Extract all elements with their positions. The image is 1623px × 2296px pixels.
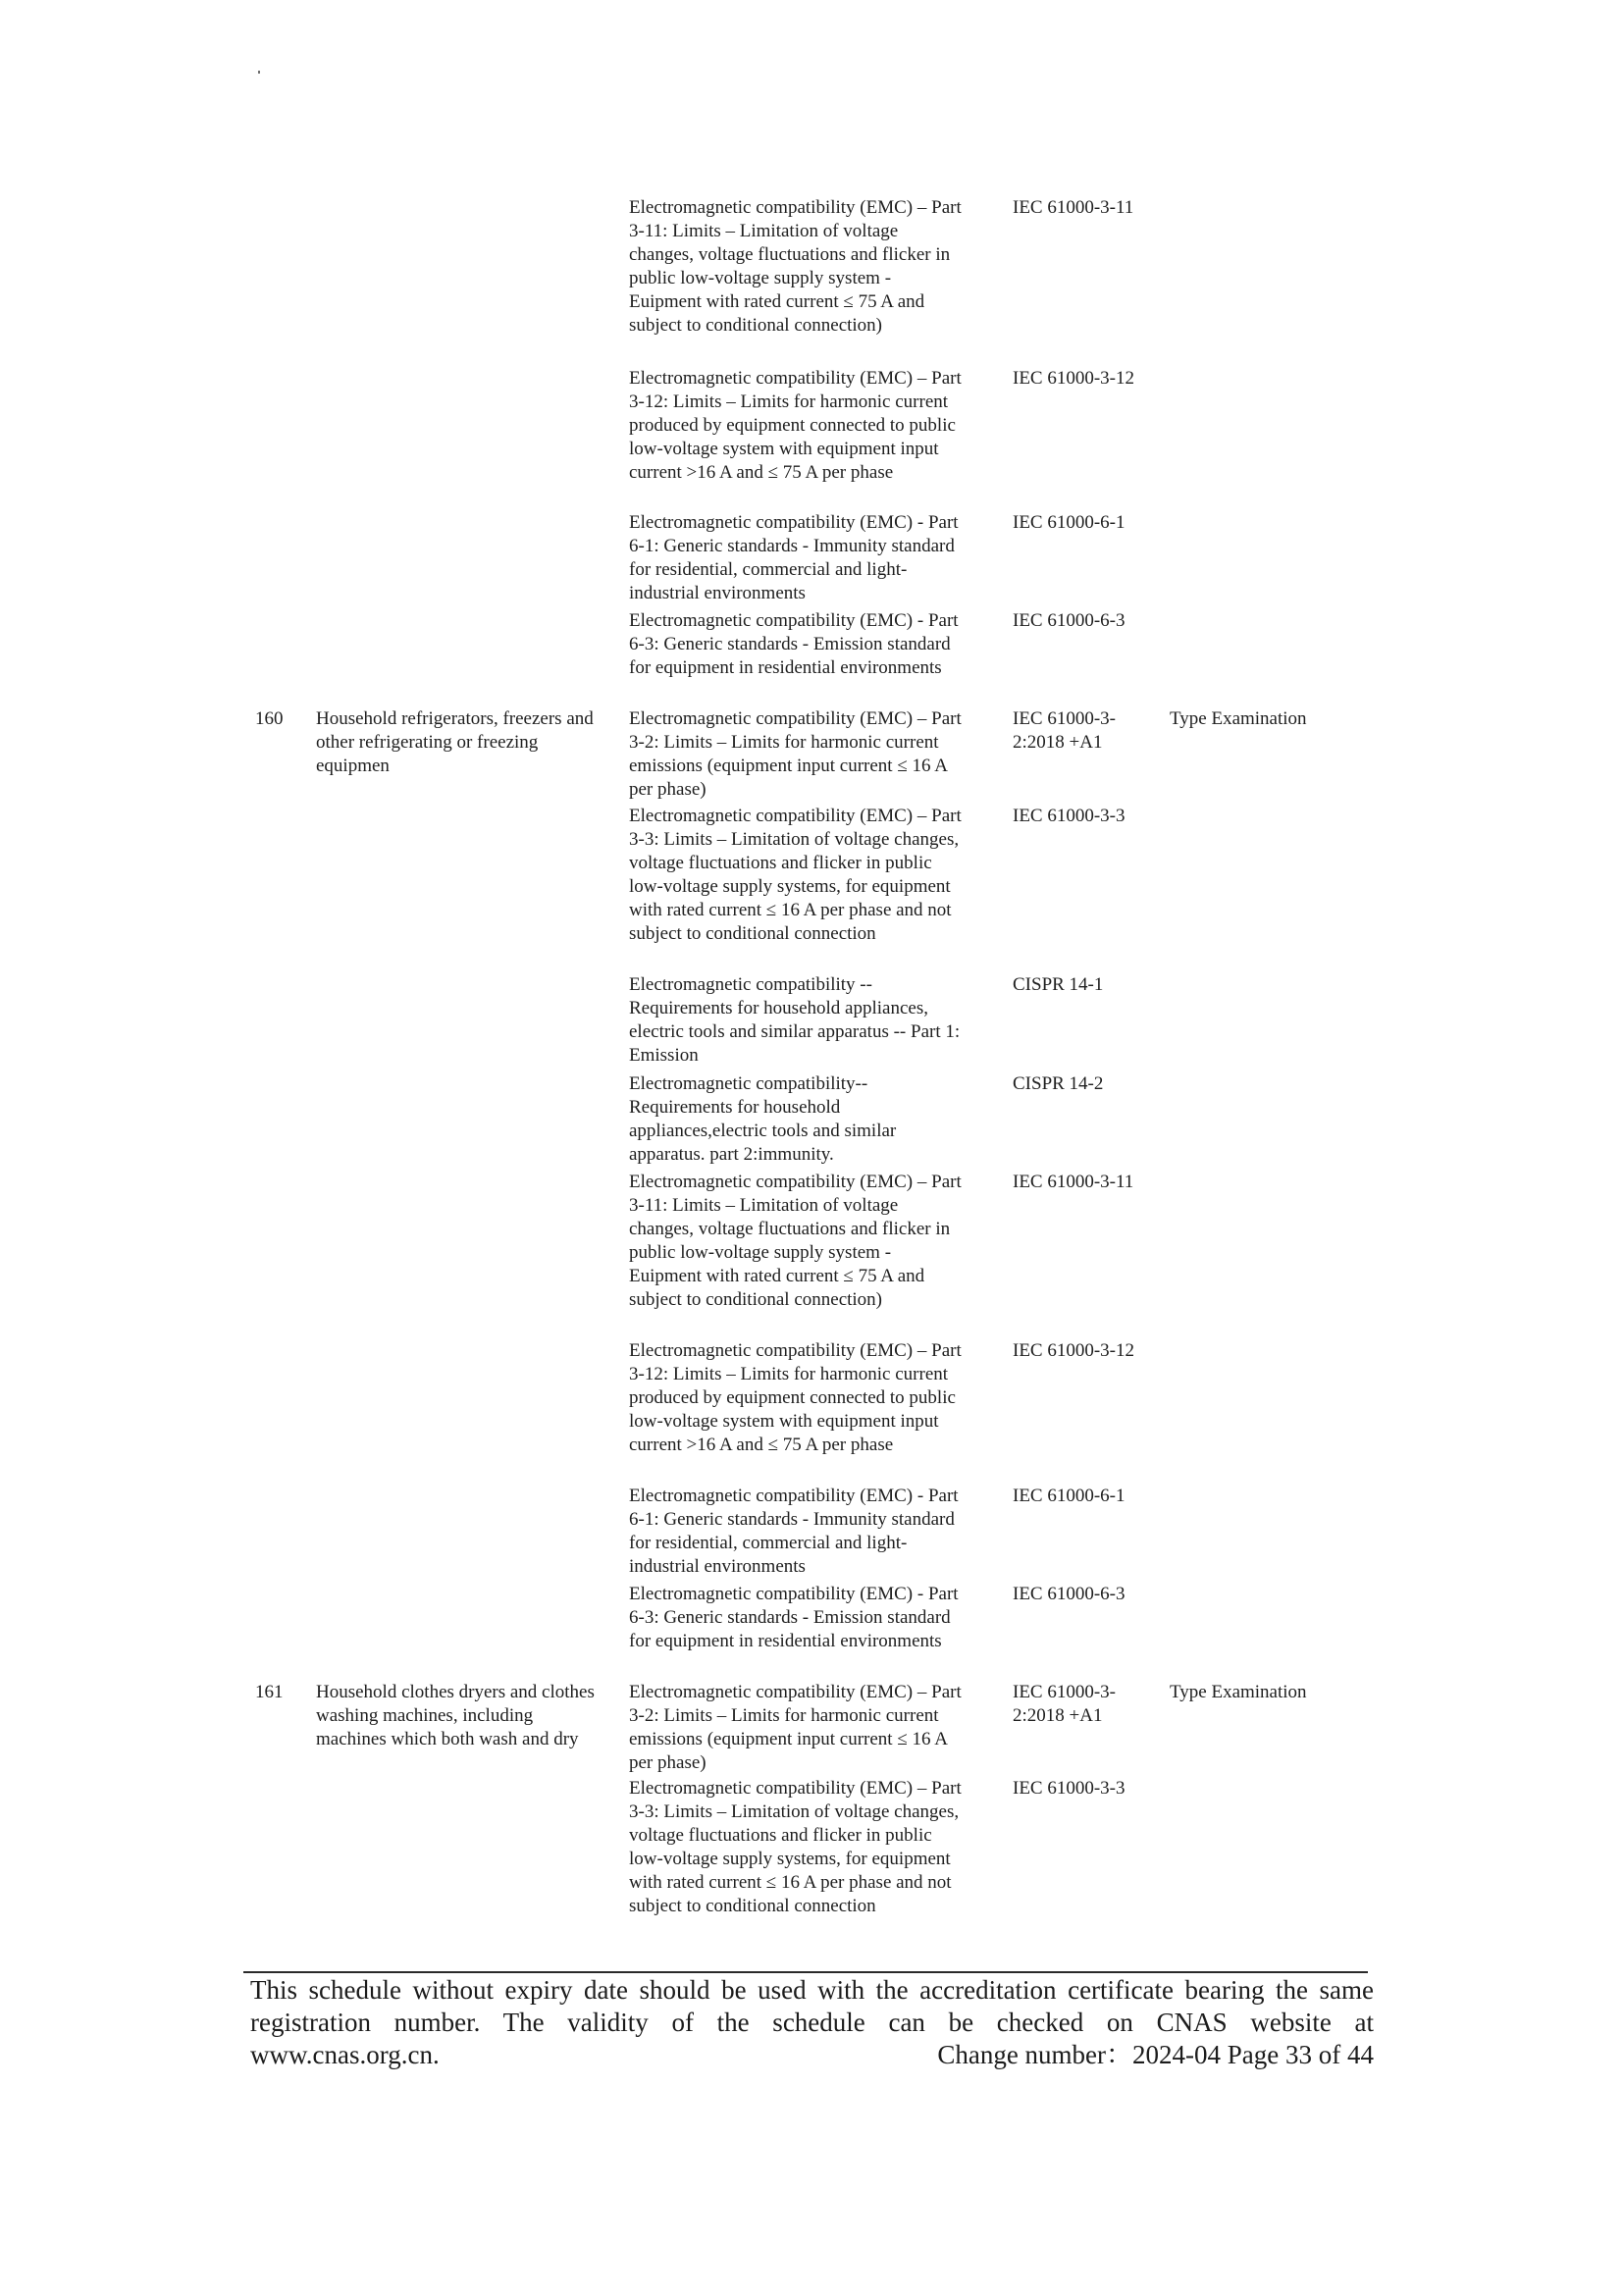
table-row xyxy=(0,511,1623,609)
standard-title: Electromagnetic compatibility-- Requirements for household appliances,electric tools and similar apparatus. part 2:immunity. xyxy=(629,1073,897,1165)
standard-code: IEC 61000-3-11 xyxy=(1013,197,1134,218)
table-row xyxy=(0,1072,1623,1171)
standard-title: Electromagnetic compatibility (EMC) – Part 3-3: Limits – Limitation of voltage changes, voltage fluctuations and flicker in public low-voltage supply systems, for equipment with rated current ≤ 16 A per phase and not subject to conditional connection xyxy=(629,806,962,944)
standard-code: IEC 61000-3-11 xyxy=(1013,1172,1134,1192)
table-row xyxy=(0,367,1623,511)
table-row xyxy=(0,1777,1623,1946)
table-row xyxy=(0,1583,1623,1681)
table-row xyxy=(0,196,1623,367)
standard-title: Electromagnetic compatibility (EMC) – Part 3-12: Limits – Limits for harmonic current produced by equipment connected to public low-voltage system with equipment input current >16 A and ≤ 75 A per phase xyxy=(629,368,962,483)
product-name: Household refrigerators, freezers and other refrigerating or freezing equipmen xyxy=(316,708,594,776)
standard-code: IEC 61000-6-1 xyxy=(1013,1486,1126,1506)
schedule-table xyxy=(0,196,1623,1946)
footer-divider xyxy=(243,1971,1368,1973)
standard-title: Electromagnetic compatibility (EMC) - Part 6-3: Generic standards - Emission standard for equipment in residential environments xyxy=(629,1584,959,1651)
standard-code: IEC 61000-3-12 xyxy=(1013,368,1135,389)
table-row xyxy=(0,1171,1623,1339)
standard-title: Electromagnetic compatibility (EMC) – Part 3-2: Limits – Limits for harmonic current emissions (equipment input current ≤ 16 A per phase) xyxy=(629,1682,962,1773)
test-method: Type Examination xyxy=(1170,1682,1307,1702)
table-row xyxy=(0,609,1623,707)
standard-title: Electromagnetic compatibility (EMC) - Part 6-1: Generic standards - Immunity standard for residential, commercial and light-industrial environments xyxy=(629,512,959,603)
footer-note: This schedule without expiry date should be used with the accreditation certificate bearing the same registration number. The validity of the schedule can be checked on CNAS website at xyxy=(250,1975,1374,2037)
standard-title: Electromagnetic compatibility (EMC) - Part 6-3: Generic standards - Emission standard for equipment in residential environments xyxy=(629,610,959,678)
standard-title: Electromagnetic compatibility (EMC) – Part 3-12: Limits – Limits for harmonic current produced by equipment connected to public low-voltage system with equipment input current >16 A and ≤ 75 A per phase xyxy=(629,1340,962,1455)
standard-code: IEC 61000-3-12 xyxy=(1013,1340,1135,1361)
item-number: 161 xyxy=(255,1682,284,1702)
standard-code: IEC 61000-3-3 xyxy=(1013,1778,1126,1799)
table-row xyxy=(0,707,1623,805)
scan-speck xyxy=(258,71,260,74)
standard-title: Electromagnetic compatibility (EMC) – Part 3-11: Limits – Limitation of voltage changes, voltage fluctuations and flicker in public low-voltage supply system - Euipment with rated current ≤ 75 A and subject to conditional connection) xyxy=(629,197,962,336)
standard-title: Electromagnetic compatibility -- Requirements for household appliances, electric tools and similar apparatus -- Part 1: Emission xyxy=(629,974,961,1066)
item-number: 160 xyxy=(255,708,284,729)
footer-change-number: Change number：2024-04 Page 33 of 44 xyxy=(937,2040,1374,2069)
standard-title: Electromagnetic compatibility (EMC) – Part 3-2: Limits – Limits for harmonic current emissions (equipment input current ≤ 16 A per phase) xyxy=(629,708,962,800)
product-name: Household clothes dryers and clothes washing machines, including machines which both wash and dry xyxy=(316,1682,595,1749)
standard-title: Electromagnetic compatibility (EMC) - Part 6-1: Generic standards - Immunity standard for residential, commercial and light-industrial environments xyxy=(629,1486,959,1577)
standard-code: CISPR 14-2 xyxy=(1013,1073,1104,1094)
standard-code: IEC 61000-6-3 xyxy=(1013,1584,1126,1604)
standard-code: IEC 61000-3-2:2018 +A1 xyxy=(1013,708,1117,753)
test-method: Type Examination xyxy=(1170,708,1307,729)
table-row xyxy=(0,1339,1623,1485)
table-row xyxy=(0,973,1623,1072)
standard-code: IEC 61000-3-2:2018 +A1 xyxy=(1013,1682,1117,1726)
footer-website: www.cnas.org.cn. xyxy=(250,2040,440,2069)
table-row xyxy=(0,805,1623,973)
standard-title: Electromagnetic compatibility (EMC) – Part 3-3: Limits – Limitation of voltage changes, voltage fluctuations and flicker in public low-voltage supply systems, for equipment with rated current ≤ 16 A per phase and not subject to conditional connection xyxy=(629,1778,962,1916)
standard-title: Electromagnetic compatibility (EMC) – Part 3-11: Limits – Limitation of voltage changes, voltage fluctuations and flicker in public low-voltage supply system - Euipment with rated current ≤ 75 A and subject to conditional connection) xyxy=(629,1172,962,1310)
standard-code: CISPR 14-1 xyxy=(1013,974,1104,995)
standard-code: IEC 61000-6-1 xyxy=(1013,512,1126,533)
table-row xyxy=(0,1485,1623,1583)
footer-last-line xyxy=(250,2039,1374,2071)
standard-code: IEC 61000-6-3 xyxy=(1013,610,1126,631)
table-row xyxy=(0,1681,1623,1777)
standard-code: IEC 61000-3-3 xyxy=(1013,806,1126,826)
